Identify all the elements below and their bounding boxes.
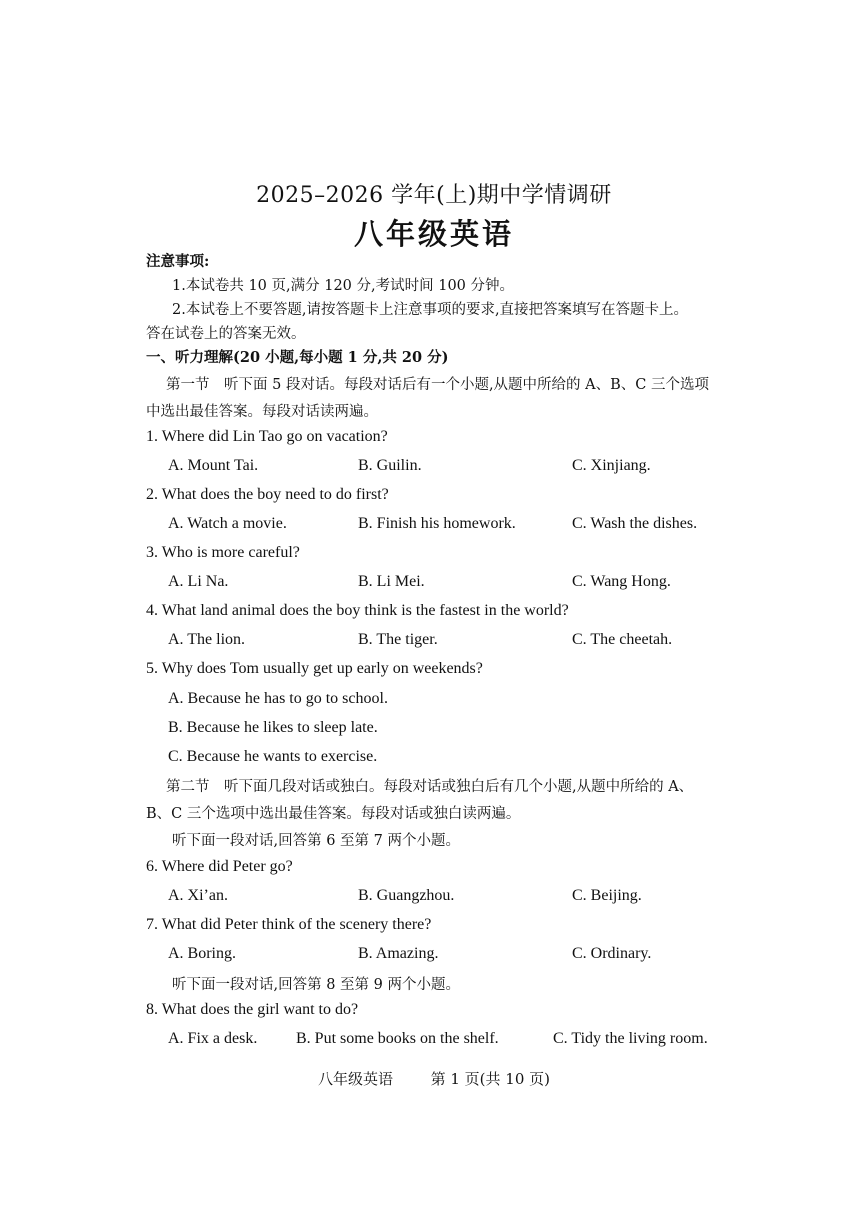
option-1b: B. Guilin. <box>358 457 422 474</box>
section-heading: 一、听力理解(20 小题,每小题 1 分,共 20 分) <box>146 349 449 366</box>
option-3b: B. Li Mei. <box>358 573 425 590</box>
question-6: 6. Where did Peter go? <box>146 858 293 875</box>
option-4c: C. The cheetah. <box>572 631 673 648</box>
part2-instruction: 第二节 听下面几段对话或独白。每段对话或独白后有几个小题,从题中所给的 A、 <box>166 779 694 795</box>
option-2b: B. Finish his homework. <box>358 515 516 532</box>
option-6c: C. Beijing. <box>572 887 642 904</box>
option-4a: A. The lion. <box>168 631 246 648</box>
option-3c: C. Wang Hong. <box>572 573 671 590</box>
option-8b: B. Put some books on the shelf. <box>296 1030 499 1047</box>
question-2: 2. What does the boy need to do first? <box>146 486 389 503</box>
option-7c: C. Ordinary. <box>572 945 652 962</box>
option-4b: B. The tiger. <box>358 631 438 648</box>
question-4: 4. What land animal does the boy think is the fastest in the world? <box>146 602 569 619</box>
notice-heading: 注意事项: <box>146 253 210 270</box>
option-3a: A. Li Na. <box>168 573 229 590</box>
instruction-q8-9: 听下面一段对话,回答第 8 至第 9 两个小题。 <box>172 977 460 993</box>
page-footer <box>0 1068 868 1089</box>
notice-item-2: 2.本试卷上不要答题,请按答题卡上注意事项的要求,直接把答案填写在答题卡上。 <box>172 302 689 318</box>
option-7b: B. Amazing. <box>358 945 439 962</box>
notice-item-2-cont: 答在试卷上的答案无效。 <box>146 326 306 342</box>
instruction-q6-7: 听下面一段对话,回答第 6 至第 7 两个小题。 <box>172 833 460 849</box>
exam-title: 2025–2026 学年(上)期中学情调研 <box>256 183 612 208</box>
option-1c: C. Xinjiang. <box>572 457 651 474</box>
part1-instruction-cont: 中选出最佳答案。每段对话读两遍。 <box>146 404 378 420</box>
option-7a: A. Boring. <box>168 945 236 962</box>
option-6a: A. Xi’an. <box>168 887 228 904</box>
part1-instruction: 第一节 听下面 5 段对话。每段对话后有一个小题,从题中所给的 A、B、C 三个选项 <box>166 377 709 393</box>
option-5b: B. Because he likes to sleep late. <box>168 719 378 736</box>
notice-item-1: 1.本试卷共 10 页,满分 120 分,考试时间 100 分钟。 <box>172 278 515 294</box>
option-8c: C. Tidy the living room. <box>553 1030 708 1047</box>
subject-title: 八年级英语 <box>353 217 514 251</box>
part2-instruction-cont: B、C 三个选项中选出最佳答案。每段对话或独白读两遍。 <box>146 806 521 822</box>
footer-subject: 八年级英语 <box>318 1070 394 1088</box>
option-5a: A. Because he has to go to school. <box>168 690 388 707</box>
footer-page-number: 第 1 页(共 10 页) <box>430 1070 550 1088</box>
question-7: 7. What did Peter think of the scenery there? <box>146 916 432 933</box>
option-1a: A. Mount Tai. <box>168 457 259 474</box>
question-3: 3. Who is more careful? <box>146 544 300 561</box>
question-1: 1. Where did Lin Tao go on vacation? <box>146 428 388 445</box>
option-6b: B. Guangzhou. <box>358 887 455 904</box>
question-5: 5. Why does Tom usually get up early on weekends? <box>146 660 483 677</box>
question-8: 8. What does the girl want to do? <box>146 1001 359 1018</box>
option-5c: C. Because he wants to exercise. <box>168 748 378 765</box>
option-8a: A. Fix a desk. <box>168 1030 258 1047</box>
option-2a: A. Watch a movie. <box>168 515 287 532</box>
option-2c: C. Wash the dishes. <box>572 515 698 532</box>
